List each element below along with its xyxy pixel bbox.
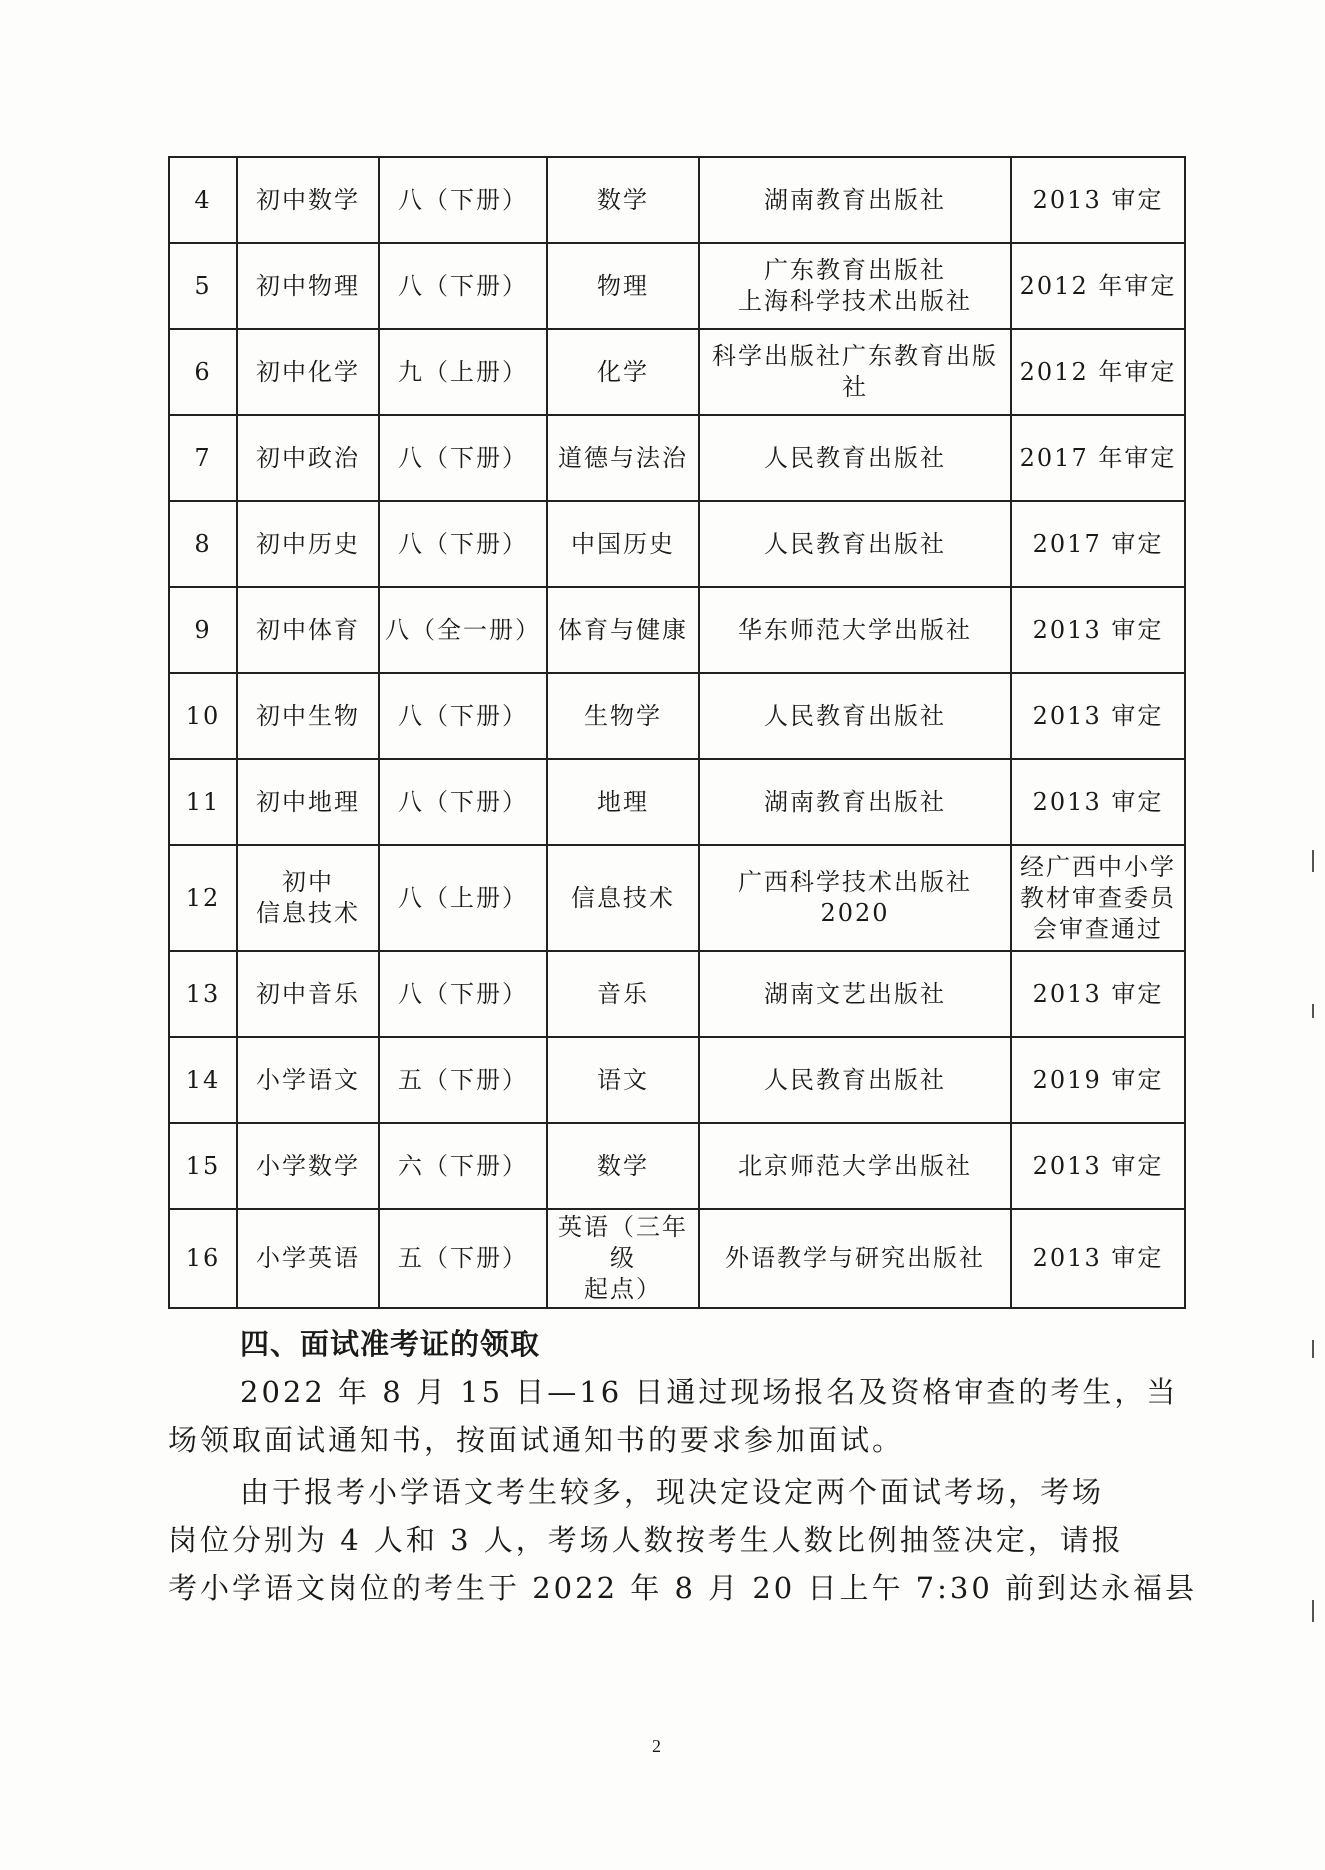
cell-text: 化学 — [597, 357, 649, 386]
cell-text: 上海科学技术出版社 — [738, 287, 972, 315]
cell-text: 2012 年审定 — [1019, 357, 1177, 386]
cell-subject — [237, 1209, 379, 1308]
table-row — [169, 243, 1185, 329]
table-row — [169, 415, 1185, 501]
cell-publisher — [699, 845, 1011, 951]
cell-textbook — [547, 415, 699, 501]
cell-text: 初中历史 — [256, 529, 360, 558]
cell-text: 语文 — [597, 1065, 649, 1094]
cell-text: 中国历史 — [571, 529, 675, 558]
cell-grade — [379, 845, 547, 951]
cell-text: 外语教学与研究出版社 — [725, 1244, 985, 1272]
cell-number: 4 — [169, 157, 237, 243]
cell-text: 生物学 — [584, 701, 662, 730]
cell-grade — [379, 673, 547, 759]
cell-text: 八（下册） — [398, 979, 528, 1008]
cell-subject — [237, 759, 379, 845]
cell-subject — [237, 1037, 379, 1123]
cell-publisher — [699, 587, 1011, 673]
table-row — [169, 501, 1185, 587]
cell-approval — [1011, 501, 1185, 587]
cell-text: 八（全一册） — [385, 615, 541, 644]
cell-text: 人民教育出版社 — [764, 1065, 946, 1094]
cell-text: 2017 审定 — [1032, 529, 1164, 558]
cell-text: 初中政治 — [256, 443, 360, 472]
cell-publisher — [699, 243, 1011, 329]
cell-subject — [237, 673, 379, 759]
cell-publisher — [699, 415, 1011, 501]
cell-text: 2017 年审定 — [1019, 443, 1177, 472]
cell-text: 信息技术 — [571, 883, 675, 912]
cell-text: 信息技术 — [256, 899, 360, 927]
cell-subject — [237, 951, 379, 1037]
table-row — [169, 587, 1185, 673]
cell-text: 音乐 — [597, 979, 649, 1008]
cell-approval — [1011, 673, 1185, 759]
cell-grade — [379, 587, 547, 673]
cell-textbook — [547, 951, 699, 1037]
cell-text: 起点） — [584, 1275, 662, 1303]
cell-number: 10 — [169, 673, 237, 759]
cell-text: 经广西中小学 — [1020, 852, 1176, 881]
cell-text: 初中物理 — [256, 271, 360, 300]
cell-publisher — [699, 673, 1011, 759]
cell-text: 小学数学 — [256, 1151, 360, 1180]
cell-text: 湖南教育出版社 — [764, 787, 946, 816]
cell-approval — [1011, 243, 1185, 329]
cell-text: 2013 审定 — [1032, 701, 1164, 730]
cell-approval — [1011, 587, 1185, 673]
cell-subject — [237, 329, 379, 415]
cell-subject — [237, 1123, 379, 1209]
cell-text: 湖南教育出版社 — [764, 185, 946, 214]
cell-subject — [237, 243, 379, 329]
cell-text: 广西科学技术出版社 2020 — [738, 868, 972, 927]
cell-text: 八（下册） — [398, 529, 528, 558]
cell-text: 八（下册） — [398, 443, 528, 472]
cell-text: 五（下册） — [398, 1065, 528, 1094]
cell-text: 小学语文 — [256, 1065, 360, 1094]
cell-text: 社 — [842, 373, 868, 401]
cell-text: 初中化学 — [256, 357, 360, 386]
cell-text: 2013 审定 — [1032, 185, 1164, 214]
cell-text: 2012 年审定 — [1019, 271, 1177, 300]
cell-text: 会审查通过 — [1033, 914, 1163, 943]
cell-subject — [237, 157, 379, 243]
cell-textbook — [547, 501, 699, 587]
paragraph-line: 场领取面试通知书，按面试通知书的要求参加面试。 — [168, 1423, 905, 1457]
cell-publisher — [699, 329, 1011, 415]
cell-number: 5 — [169, 243, 237, 329]
cell-text: 地理 — [597, 787, 649, 816]
cell-text: 小学英语 — [256, 1244, 360, 1272]
cell-textbook — [547, 329, 699, 415]
cell-number: 8 — [169, 501, 237, 587]
cell-text: 2013 审定 — [1032, 615, 1164, 644]
cell-subject — [237, 845, 379, 951]
cell-text: 八（下册） — [398, 271, 528, 300]
cell-textbook — [547, 673, 699, 759]
cell-text: 北京师范大学出版社 — [738, 1151, 972, 1180]
cell-text: 初中地理 — [256, 787, 360, 816]
cell-text: 体育与健康 — [558, 615, 688, 644]
cell-text: 初中体育 — [256, 615, 360, 644]
paragraph-line: 考小学语文岗位的考生于 2022 年 8 月 20 日上午 7:30 前到达永福县 — [168, 1571, 1198, 1605]
cell-text: 2019 审定 — [1032, 1065, 1164, 1094]
table-row — [169, 1037, 1185, 1123]
cell-publisher — [699, 1209, 1011, 1308]
table-row — [169, 1123, 1185, 1209]
table-row — [169, 673, 1185, 759]
cell-textbook — [547, 759, 699, 845]
cell-text: 英语（三年级 — [558, 1213, 688, 1272]
cell-text: 物理 — [597, 271, 649, 300]
cell-text: 科学出版社广东教育出版 — [712, 342, 998, 370]
cell-text: 2013 审定 — [1032, 979, 1164, 1008]
cell-text: 八（下册） — [398, 185, 528, 214]
cell-number: 12 — [169, 845, 237, 951]
cell-text: 人民教育出版社 — [764, 529, 946, 558]
cell-subject — [237, 501, 379, 587]
paragraph-1 — [168, 1368, 1179, 1464]
cell-text: 人民教育出版社 — [764, 701, 946, 730]
cell-text: 初中数学 — [256, 185, 360, 214]
page-number: 2 — [652, 1736, 661, 1756]
cell-text: 人民教育出版社 — [764, 443, 946, 472]
cell-grade — [379, 243, 547, 329]
cell-publisher — [699, 759, 1011, 845]
cell-subject — [237, 415, 379, 501]
cell-textbook — [547, 157, 699, 243]
cell-text: 道德与法治 — [558, 443, 688, 472]
cell-approval — [1011, 1123, 1185, 1209]
scan-mark — [1312, 1340, 1314, 1358]
cell-publisher — [699, 1037, 1011, 1123]
cell-subject — [237, 587, 379, 673]
cell-textbook — [547, 1209, 699, 1308]
table-row — [169, 1209, 1185, 1308]
cell-number: 6 — [169, 329, 237, 415]
cell-publisher — [699, 1123, 1011, 1209]
paragraph-line: 由于报考小学语文考生较多，现决定设定两个面试考场，考场 — [240, 1475, 1105, 1509]
cell-text: 广东教育出版社 — [764, 256, 946, 284]
cell-approval — [1011, 951, 1185, 1037]
cell-grade — [379, 951, 547, 1037]
cell-textbook — [547, 243, 699, 329]
cell-number: 16 — [169, 1209, 237, 1308]
table-body — [169, 157, 1185, 1308]
cell-publisher — [699, 501, 1011, 587]
cell-publisher — [699, 157, 1011, 243]
cell-text: 湖南文艺出版社 — [764, 979, 946, 1008]
cell-approval — [1011, 759, 1185, 845]
cell-text: 初中音乐 — [256, 979, 360, 1008]
cell-grade — [379, 415, 547, 501]
cell-number: 11 — [169, 759, 237, 845]
paragraph-line: 2022 年 8 月 15 日—16 日通过现场报名及资格审查的考生，当 — [240, 1375, 1179, 1409]
cell-grade — [379, 1037, 547, 1123]
cell-number: 14 — [169, 1037, 237, 1123]
cell-textbook — [547, 587, 699, 673]
cell-grade — [379, 1209, 547, 1308]
paragraph-line: 岗位分别为 4 人和 3 人，考场人数按考生人数比例抽签决定，请报 — [168, 1523, 1124, 1557]
cell-number: 7 — [169, 415, 237, 501]
table-row — [169, 845, 1185, 951]
cell-textbook — [547, 1123, 699, 1209]
cell-text: 八（下册） — [398, 787, 528, 816]
cell-text: 初中生物 — [256, 701, 360, 730]
scan-mark — [1312, 1004, 1314, 1018]
cell-approval — [1011, 415, 1185, 501]
cell-text: 华东师范大学出版社 — [738, 615, 972, 644]
cell-grade — [379, 501, 547, 587]
cell-publisher — [699, 951, 1011, 1037]
paragraph-2 — [168, 1468, 1198, 1612]
cell-text: 数学 — [597, 185, 649, 214]
cell-number: 9 — [169, 587, 237, 673]
cell-text: 八（上册） — [398, 883, 528, 912]
scan-mark — [1312, 1600, 1314, 1622]
cell-text: 教材审查委员 — [1020, 883, 1176, 912]
section-heading: 四、面试准考证的领取 — [240, 1327, 541, 1361]
cell-grade — [379, 759, 547, 845]
cell-text: 数学 — [597, 1151, 649, 1180]
cell-text: 九（上册） — [398, 357, 528, 386]
cell-grade — [379, 329, 547, 415]
table-row — [169, 759, 1185, 845]
cell-grade — [379, 157, 547, 243]
cell-grade — [379, 1123, 547, 1209]
cell-text: 八（下册） — [398, 701, 528, 730]
cell-text: 初中 — [282, 868, 334, 896]
textbook-table — [168, 156, 1186, 1309]
cell-number: 13 — [169, 951, 237, 1037]
table-row — [169, 951, 1185, 1037]
cell-textbook — [547, 845, 699, 951]
cell-approval — [1011, 845, 1185, 951]
cell-text: 六（下册） — [398, 1151, 528, 1180]
cell-approval — [1011, 157, 1185, 243]
cell-textbook — [547, 1037, 699, 1123]
cell-text: 2013 审定 — [1032, 1244, 1164, 1272]
scan-mark — [1312, 850, 1314, 872]
cell-approval — [1011, 1209, 1185, 1308]
cell-text: 2013 审定 — [1032, 1151, 1164, 1180]
cell-approval — [1011, 329, 1185, 415]
cell-approval — [1011, 1037, 1185, 1123]
table-row — [169, 329, 1185, 415]
table-row — [169, 157, 1185, 243]
cell-number: 15 — [169, 1123, 237, 1209]
cell-text: 五（下册） — [398, 1244, 528, 1272]
cell-text: 2013 审定 — [1032, 787, 1164, 816]
